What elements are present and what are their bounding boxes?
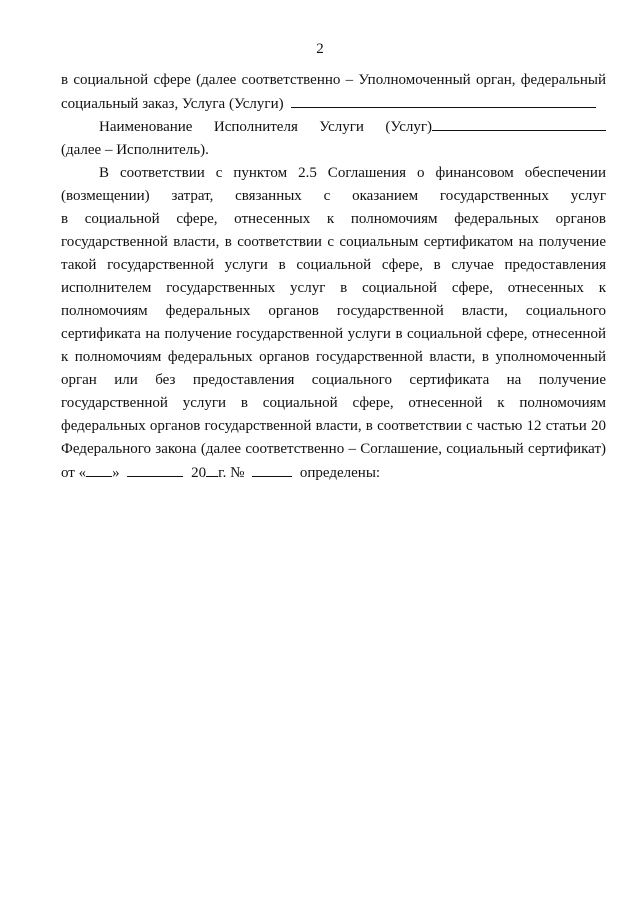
executor-word-1: Наименование xyxy=(99,119,193,135)
service-name-blank xyxy=(291,92,596,108)
paragraph-line-12: федеральных органов государственной власти, в соответствии с частью 12 статьи 20 xyxy=(61,418,606,434)
date-line xyxy=(61,461,606,483)
paragraph-line-10: орган или без предоставления социального сертификата на получение xyxy=(61,372,606,388)
month-blank xyxy=(127,461,183,477)
intro-line-2-text: социальный заказ, Услуга (Услуги) xyxy=(61,96,284,112)
paragraph-line-8: сертификата на получение государственной услуги в социальной сфере, отнесенной xyxy=(61,326,606,342)
paragraph-line-6: исполнителем государственных услуг в социальной сфере, отнесенных к xyxy=(61,280,606,296)
paragraph-line-7: полномочиям федеральных органов государственной власти, социального xyxy=(61,303,606,319)
paragraph-line-4: государственной власти, в соответствии с социальным сертификатом на получение xyxy=(61,234,606,250)
paragraph-line-1: В соответствии с пунктом 2.5 Соглашения о финансовом обеспечении xyxy=(99,165,606,181)
executor-name-blank xyxy=(432,115,606,131)
executor-line xyxy=(99,115,606,137)
year-prefix: 20 xyxy=(191,465,207,481)
paragraph-line-2: (возмещении) затрат, связанных с оказанием государственных услуг xyxy=(61,188,606,204)
paragraph-line-3: в социальной сфере, отнесенных к полномочиям федеральных органов xyxy=(61,211,606,227)
paragraph-line-13: Федерального закона (далее соответственно – Соглашение, социальный сертификат) xyxy=(61,441,606,457)
paragraph-line-5: такой государственной услуги в социальной сфере, в случае предоставления xyxy=(61,257,606,273)
year-suffix: г. № xyxy=(218,465,245,481)
date-ending: определены: xyxy=(299,465,381,481)
executor-suffix: (далее – Исполнитель). xyxy=(61,142,209,158)
number-blank xyxy=(252,461,292,477)
intro-line-2 xyxy=(61,92,606,114)
day-blank xyxy=(86,461,112,477)
executor-word-4: (Услуг) xyxy=(385,119,432,135)
year-blank xyxy=(206,461,218,477)
paragraph-line-9: к полномочиям федеральных органов государственной власти, в уполномоченный xyxy=(61,349,606,365)
paragraph-line-11: государственной услуги в социальной сфере, отнесенной к полномочиям xyxy=(61,395,606,411)
date-close-quote: » xyxy=(112,465,120,481)
executor-word-3: Услуги xyxy=(319,119,364,135)
intro-line-1: в социальной сфере (далее соответственно – Уполномоченный орган, федеральный xyxy=(61,72,606,88)
executor-word-2: Исполнителя xyxy=(213,119,298,135)
page-number: 2 xyxy=(316,41,324,57)
date-prefix: от « xyxy=(61,465,87,481)
